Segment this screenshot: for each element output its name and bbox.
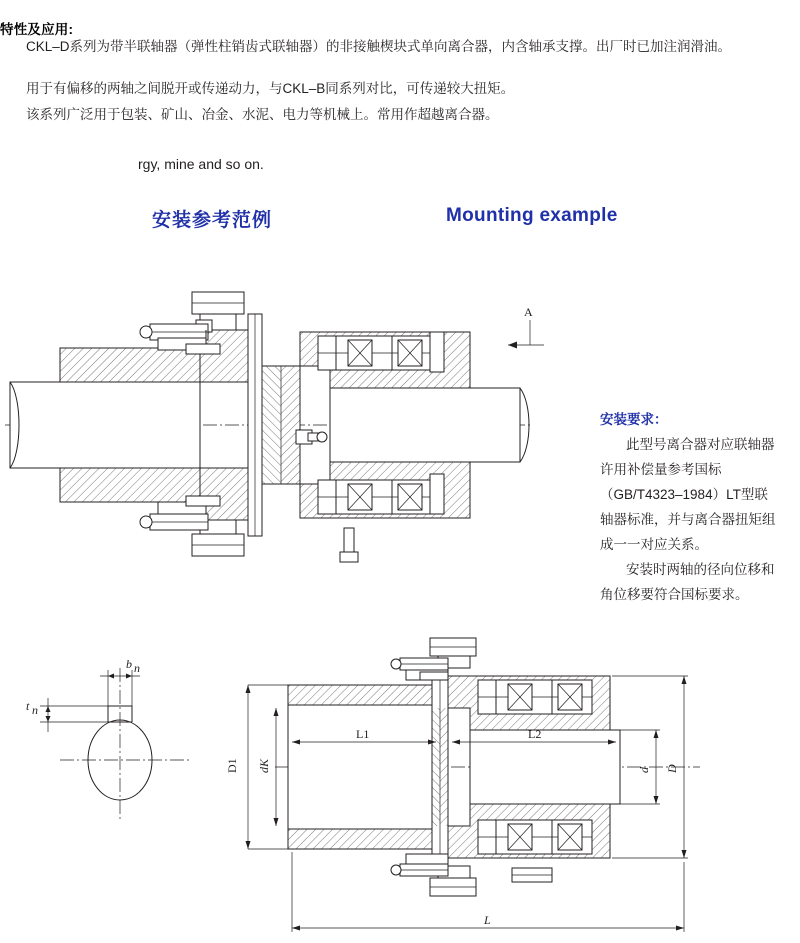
- paragraph-2: 用于有偏移的两轴之间脱开或传递动力，与CKL–B同系列对比，可传递较大扭矩。: [26, 81, 515, 96]
- roller-bottom-2: [398, 484, 422, 510]
- installation-requirements-title: 安装要求：: [600, 412, 668, 427]
- section-view: [275, 638, 700, 896]
- section-arrow-a: [508, 305, 544, 349]
- label-D1: D1: [225, 758, 239, 773]
- label-L2: L2: [528, 727, 542, 741]
- bearing-top-assembly: [318, 332, 444, 372]
- roller-top-1: [348, 340, 372, 366]
- label-tn-sub: n: [32, 703, 38, 717]
- bearing-section-top: [478, 680, 592, 714]
- label-dK: dK: [257, 758, 271, 773]
- paragraph-1: CKL–D系列为带半联轴器（弹性柱销齿式联轴器）的非接触楔块式单向离合器，内含轴承支撑。出厂时已加注润滑油。: [26, 39, 732, 54]
- label-D: D: [665, 764, 679, 773]
- coupling-disc: [248, 314, 300, 536]
- label-d: d: [637, 767, 651, 773]
- assembly-drawing-bottom-svg: [0, 610, 800, 943]
- flange-bolts-top: [391, 638, 476, 680]
- right-shaft: [330, 388, 529, 462]
- heading-mounting-example-en: Mounting example: [446, 205, 618, 226]
- english-fragment: rgy, mine and so on.: [138, 156, 264, 172]
- bearing-bottom-assembly: [318, 474, 444, 514]
- roller-bottom-1: [348, 484, 372, 510]
- label-L: L: [484, 913, 491, 927]
- paragraph-3: 该系列广泛用于包装、矿山、冶金、水泥、电力等机械上。常用作超越离合器。: [26, 107, 499, 122]
- label-L1: L1: [356, 727, 370, 741]
- note-paragraph-2: 安装时两轴的径向位移和角位移要符合国标要求。: [600, 562, 775, 602]
- label-tn: t: [26, 699, 30, 713]
- keyway-detail: [26, 657, 190, 820]
- assembly-drawing-top-svg: [0, 270, 600, 600]
- assembly-drawing-bottom: [0, 610, 800, 943]
- roller-top-2: [398, 340, 422, 366]
- assembly-drawing-top: [0, 270, 600, 600]
- label-section-a: A: [524, 305, 533, 319]
- label-bn-sub: n: [134, 661, 140, 675]
- left-shaft: [10, 382, 200, 468]
- label-bn: b: [126, 657, 132, 671]
- bearing-section-bottom: [478, 820, 592, 854]
- installation-requirements-body: [600, 432, 778, 607]
- flange-bolts-bottom: [391, 854, 552, 896]
- section-title: 特性及应用:: [0, 22, 74, 37]
- note-paragraph-1: 此型号离合器对应联轴器许用补偿量参考国标（GB/T4323–1984）LT型联轴器标准，并与离合器扭矩组成一一对应关系。: [600, 437, 776, 552]
- heading-mounting-example-cn: 安装参考范例: [152, 210, 273, 231]
